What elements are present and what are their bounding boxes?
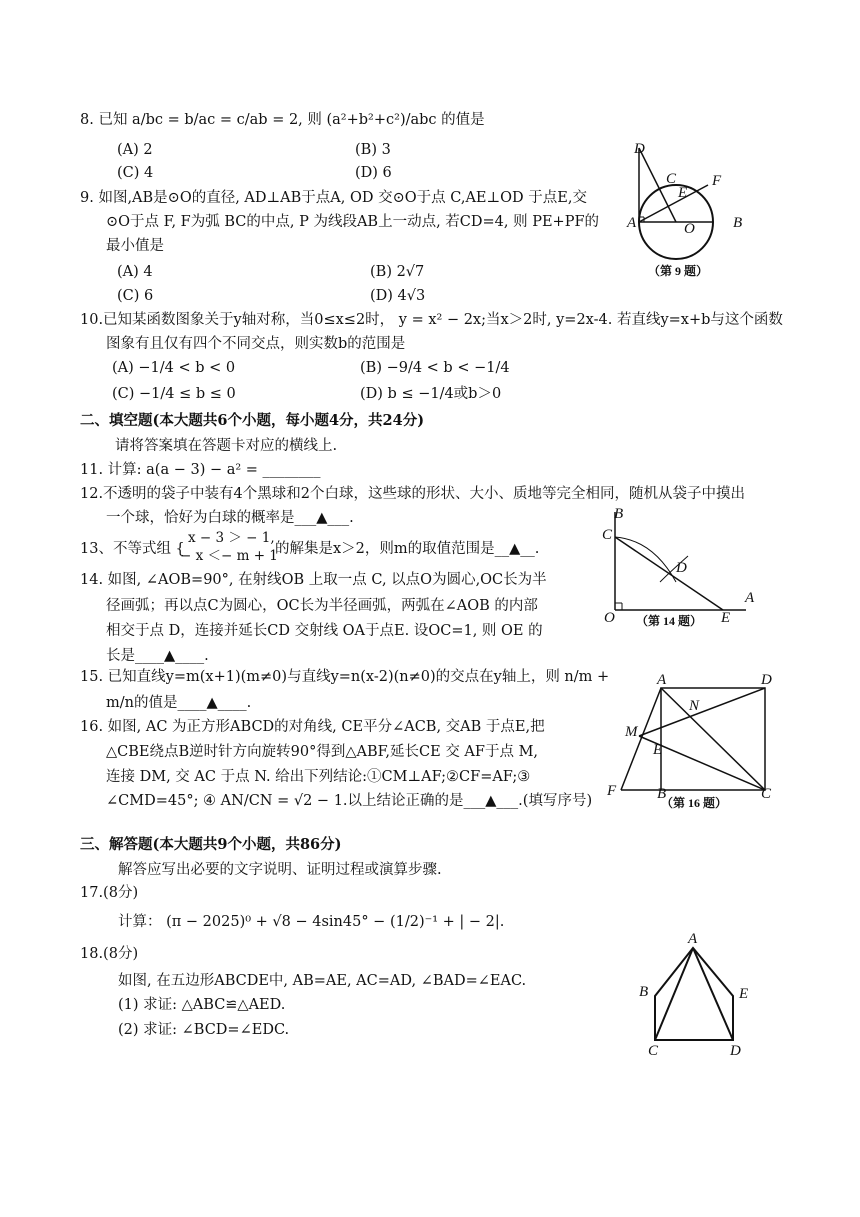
q18-label-d: D (730, 1043, 741, 1059)
q14-label-a: A (745, 590, 755, 606)
q16-label-e: E (653, 742, 663, 758)
q14-line4: 长是____▲____. (106, 648, 209, 664)
q9-label-b: B (733, 215, 743, 231)
q10-option-c: (C) −1/4 ≤ b ≤ 0 (112, 386, 236, 402)
q8-stem: 8. 已知 a/bc = b/ac = c/ab = 2, 则 (a²+b²+c²)/abc 的值是 (80, 112, 485, 128)
q14-caption: （第 14 题） (636, 614, 703, 628)
q16-label-n: N (689, 698, 700, 714)
section-2-note: 请将答案填在答题卡对应的横线上. (115, 438, 338, 454)
q14-line2: 径画弧；再以点C为圆心，OC长为半径画弧，两弧在∠AOB 的内部 (106, 598, 538, 614)
q10-line1: 10.已知某函数图象关于y轴对称，当0≤x≤2时， y = x² − 2x;当x＞2时, y=2x-4. 若直线y=x+b与这个函数 (80, 312, 783, 328)
q18-header: 18.(8分) (80, 946, 139, 962)
q9-option-a: (A) 4 (117, 264, 153, 280)
q18-label-a: A (688, 931, 698, 947)
q11: 11. 计算: a(a − 3) − a² = ________ (80, 462, 321, 478)
q18-label-c: C (648, 1043, 659, 1059)
q16-line3: 连接 DM, 交 AC 于点 N. 给出下列结论:①CM⊥AF;②CF=AF;③ (106, 769, 531, 785)
q8-option-b: (B) 3 (355, 142, 391, 158)
q9-caption: （第 9 题） (648, 264, 709, 278)
q18-line1: 如图, 在五边形ABCDE中, AB=AE, AC=AD, ∠BAD=∠EAC. (118, 973, 527, 989)
q16-label-d: D (761, 672, 772, 688)
section-3-note: 解答应写出必要的文字说明、证明过程或演算步骤. (118, 862, 442, 878)
q18-segment-ac (655, 948, 693, 1040)
q9-option-d: (D) 4√3 (370, 288, 426, 304)
q10-option-d: (D) b ≤ −1/4或b＞0 (360, 386, 502, 402)
q13-suffix: 的解集是x＞2，则m的取值范围是__▲__. (275, 541, 540, 557)
q12-line2: 一个球，恰好为白球的概率是___▲___. (106, 510, 354, 526)
q13-system-bottom: − x ＜− m + 1 (180, 548, 278, 564)
figure-q18 (630, 928, 770, 1058)
q13-prefix: 13、不等式组 { (80, 541, 185, 557)
q16-line4: ∠CMD=45°; ④ AN/CN = √2 − 1.以上结论正确的是___▲___.(填写序号) (106, 793, 593, 809)
q10-line2: 图象有且仅有四个不同交点，则实数b的范围是 (106, 336, 406, 352)
q14-line3: 相交于点 D，连接并延长CD 交射线 OA于点E. 设OC=1, 则 OE 的 (106, 623, 543, 639)
q13-system-top: x − 3 ＞ − 1, (188, 530, 275, 546)
q9-label-d: D (634, 141, 645, 157)
q14-line1: 14. 如图, ∠AOB=90°, 在射线OB 上取一点 C, 以点O为圆心,OC长为半 (80, 572, 547, 588)
q9-label-f: F (712, 173, 722, 189)
q16-caption: （第 16 题） (661, 796, 728, 810)
q9-option-c: (C) 6 (117, 288, 154, 304)
q8-option-c: (C) 4 (117, 165, 154, 181)
q17-header: 17.(8分) (80, 885, 139, 901)
q9-line2: ⊙O于点 F, F为弧 BC的中点, P 为线段AB上一动点, 若CD=4, 则 PE+PF的 (106, 214, 600, 230)
figure-q9 (628, 138, 753, 286)
q18-segment-ad (693, 948, 733, 1040)
q9-label-o: O (684, 221, 695, 237)
section-2-title: 二、填空题(本大题共6个小题，每小题4分，共24分) (80, 412, 425, 429)
q15-line2: m/n的值是____▲____. (106, 695, 252, 711)
q16-diagonal-ac (661, 688, 765, 790)
q10-option-b: (B) −9/4 < b < −1/4 (360, 360, 510, 376)
q10-option-a: (A) −1/4 < b < 0 (112, 360, 236, 376)
q9-line3: 最小值是 (106, 238, 164, 254)
q16-label-m: M (625, 724, 638, 740)
q16-label-a: A (657, 672, 667, 688)
q14-label-c: C (602, 527, 613, 543)
q12-line1: 12.不透明的袋子中装有4个黑球和2个白球，这些球的形状、大小、质地等完全相同，随机从袋子中摸出 (80, 486, 746, 502)
q16-line1: 16. 如图, AC 为正方形ABCD的对角线, CE平分∠ACB, 交AB 于点E,把 (80, 719, 545, 735)
q9-option-b: (B) 2√7 (370, 264, 425, 280)
q9-label-c: C (666, 171, 677, 187)
q18-label-b: B (639, 984, 649, 1000)
q14-label-o: O (604, 610, 615, 626)
q14-label-e: E (721, 610, 731, 626)
q9-label-e: E (678, 185, 688, 201)
q15-line1: 15. 已知直线y=m(x+1)(m≠0)与直线y=n(x-2)(n≠0)的交点在y轴上，则 n/m + (80, 669, 610, 685)
q9-line1: 9. 如图,AB是⊙O的直径, AD⊥AB于点A, OD 交⊙O于点 C,AE⊥OD 于点E,交 (80, 190, 587, 206)
q16-line2: △CBE绕点B逆时针方向旋转90°得到△ABF,延长CE 交 AF于点 M, (106, 744, 539, 760)
q9-label-a: A (627, 215, 637, 231)
q17-expression: 计算： (π − 2025)⁰ + √8 − 4sin45° − (1/2)⁻¹ + | − 2|. (118, 914, 505, 930)
figure-q14 (598, 502, 763, 632)
q18-part1: (1) 求证: △ABC≌△AED. (118, 997, 286, 1013)
q18-part2: (2) 求证: ∠BCD=∠EDC. (118, 1022, 290, 1038)
figure-q16 (605, 670, 787, 810)
q8-option-d: (D) 6 (355, 165, 392, 181)
section-3-title: 三、解答题(本大题共9个小题，共86分) (80, 836, 342, 853)
q16-label-b: B (657, 786, 667, 802)
q14-label-b: B (614, 506, 624, 522)
q18-label-e: E (739, 986, 749, 1002)
q14-label-d: D (676, 560, 687, 576)
q18-pentagon (655, 948, 733, 1040)
q16-label-c: C (761, 786, 772, 802)
q16-label-f: F (607, 783, 617, 799)
q8-option-a: (A) 2 (117, 142, 153, 158)
